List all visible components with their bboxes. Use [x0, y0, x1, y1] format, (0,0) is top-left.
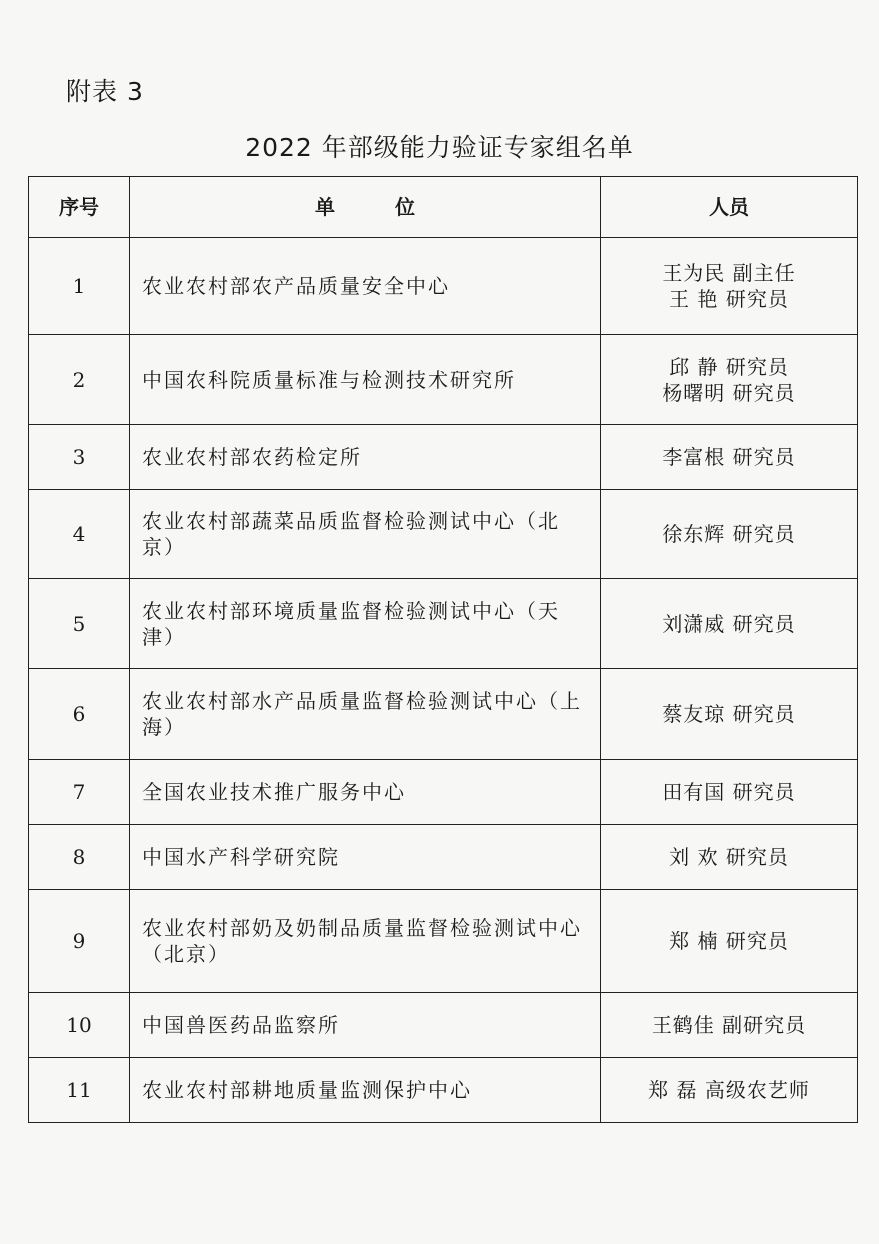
row-unit: 农业农村部水产品质量监督检验测试中心（上海） [130, 669, 601, 760]
row-seq: 1 [29, 238, 130, 335]
row-people [601, 760, 858, 825]
row-seq: 7 [29, 760, 130, 825]
row-unit: 中国兽医药品监察所 [130, 993, 601, 1058]
person-name: 郑 磊 高级农艺师 [648, 1078, 810, 1102]
annex-label: 附表 3 [66, 77, 144, 106]
row-people [601, 890, 858, 993]
table-row [29, 760, 858, 825]
row-unit: 农业农村部耕地质量监测保护中心 [130, 1058, 601, 1123]
row-people [601, 669, 858, 760]
row-seq: 3 [29, 425, 130, 490]
row-people [601, 425, 858, 490]
row-people [601, 993, 858, 1058]
row-seq: 8 [29, 825, 130, 890]
row-people [601, 335, 858, 425]
row-seq: 9 [29, 890, 130, 993]
person-name: 杨曙明 研究员 [662, 380, 796, 405]
table-row [29, 890, 858, 993]
page-title: 2022 年部级能力验证专家组名单 [245, 133, 634, 162]
row-unit: 农业农村部农药检定所 [130, 425, 601, 490]
person-name: 蔡友琼 研究员 [662, 702, 796, 726]
table-row [29, 335, 858, 425]
person-name: 田有国 研究员 [662, 780, 796, 804]
row-people [601, 825, 858, 890]
row-seq: 2 [29, 335, 130, 425]
row-people [601, 1058, 858, 1123]
table-row [29, 825, 858, 890]
row-unit: 农业农村部蔬菜品质监督检验测试中心（北京） [130, 490, 601, 579]
table-row [29, 579, 858, 669]
header-people: 人员 [601, 177, 858, 238]
person-name: 李富根 研究员 [662, 445, 796, 469]
row-people [601, 579, 858, 669]
person-name: 刘 欢 研究员 [669, 845, 789, 869]
header-seq: 序号 [29, 177, 130, 238]
person-name: 刘潇威 研究员 [662, 611, 796, 636]
person-name: 王鹤佳 副研究员 [651, 1013, 807, 1037]
expert-group-table [28, 176, 858, 1123]
row-unit: 中国农科院质量标准与检测技术研究所 [130, 335, 601, 425]
row-seq: 6 [29, 669, 130, 760]
row-unit: 全国农业技术推广服务中心 [130, 760, 601, 825]
row-seq: 11 [29, 1058, 130, 1123]
row-people [601, 238, 858, 335]
person-name: 徐东辉 研究员 [662, 522, 796, 546]
header-unit-text: 单位 [315, 195, 475, 219]
row-seq: 10 [29, 993, 130, 1058]
row-unit: 农业农村部奶及奶制品质量监督检验测试中心 （北京） [130, 890, 601, 993]
person-name: 王 艳 研究员 [669, 287, 789, 311]
row-unit: 农业农村部环境质量监督检验测试中心（天津） [130, 579, 601, 669]
header-unit [130, 177, 601, 238]
table-row [29, 1058, 858, 1123]
person-name: 邱 静 研究员 [669, 354, 789, 379]
row-seq: 4 [29, 490, 130, 579]
table-row [29, 490, 858, 579]
table-row [29, 993, 858, 1058]
row-seq: 5 [29, 579, 130, 669]
person-name: 王为民 副主任 [662, 261, 796, 285]
row-unit: 中国水产科学研究院 [130, 825, 601, 890]
table-row [29, 238, 858, 335]
person-name: 郑 楠 研究员 [669, 929, 789, 953]
row-unit: 农业农村部农产品质量安全中心 [130, 238, 601, 335]
table-row [29, 425, 858, 490]
table-row [29, 669, 858, 760]
row-people [601, 490, 858, 579]
table-header-row [29, 177, 858, 238]
